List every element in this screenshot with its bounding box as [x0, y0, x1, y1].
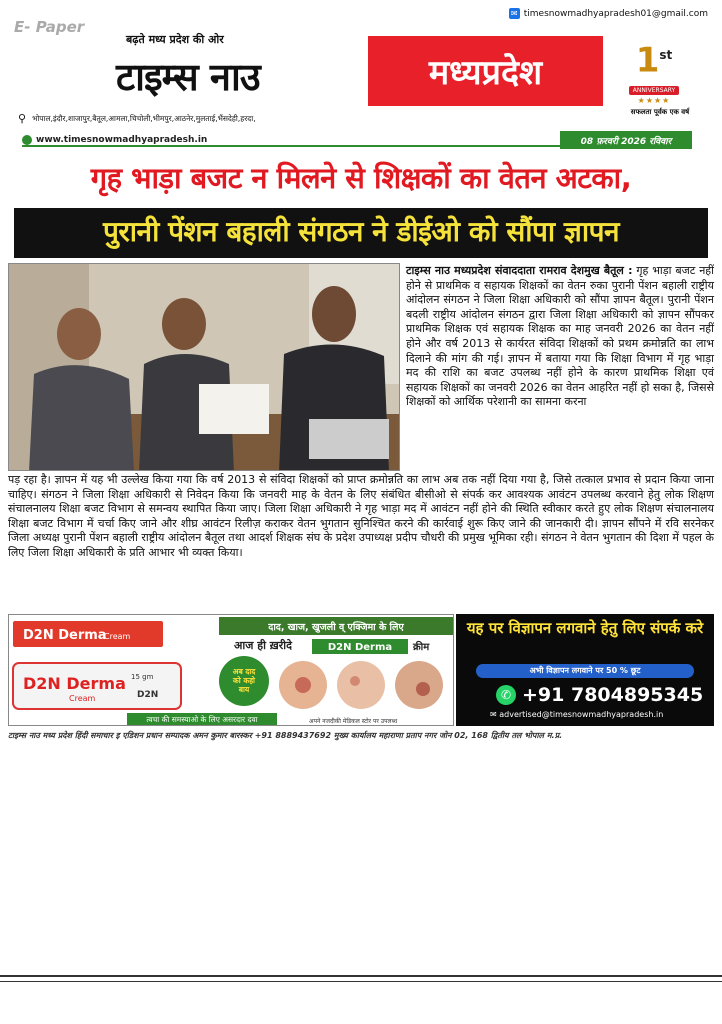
- badge-suffix: st: [659, 48, 673, 62]
- headline-primary: गृह भाड़ा बजट न मिलने से शिक्षकों का वेतन अटका,: [90, 161, 632, 195]
- whatsapp-icon: ✆: [496, 685, 516, 705]
- ad-headline: दाद, खाज, खुजली व् एक्जिमा के लिए: [268, 622, 404, 633]
- ad-bubble-text: अब दाद को कहो बाय: [232, 667, 256, 694]
- issue-date: 08 फ़रवरी 2026 रविवार: [560, 131, 692, 149]
- page-bottom-rule-thin: [0, 981, 722, 982]
- logo-left: टाइम्स नाउ: [116, 55, 260, 99]
- logo-right: मध्यप्रदेश: [368, 36, 603, 106]
- website-url: www.timesnowmadhyapradesh.in: [36, 135, 208, 145]
- skin-photo-2: [337, 661, 385, 709]
- globe-icon: [22, 135, 32, 145]
- page-bottom-rule: [0, 975, 722, 977]
- ad-brand-tube-sub: Cream: [69, 694, 96, 703]
- advertise-phone[interactable]: [496, 684, 703, 706]
- badge-number: 1st: [635, 40, 673, 81]
- headline-secondary: पुरानी पेंशन बहाली संगठन ने डीईओ को सौंपा ज्ञापन: [102, 215, 620, 248]
- ad-product-name: D2N Derma: [327, 642, 393, 653]
- article-body: पड़ रहा है। ज्ञापन में यह भी उल्लेख किया गया कि वर्ष 2013 से संविदा शिक्षकों को प्राप्त क्रमोन्नति का लाभ अब तक नहीं दिया गया है, जिसे तत्काल प्रभाव से प्रदान किया जाना चाहिए। संगठन ने जिला शिक्षा अधिकारी से निवेदन किया कि जनवरी माह के वेतन के लिए संबंधित बीसीओ से संपर्क कर आवश्यक आवंटन उपलब्ध करवाने हेतु लोक शिक्षण संचालनालय शिक्षा बजट विभाग से समन्वय स्थापित किया जाए। जिला शिक्षा अधिकारी ने गृह भाड़ा मद में आवंटन नहीं होने की स्थिति स्वीकार करते हुए लोक शिक्षण संचालनालय शिक्षा बजट विभाग में चर्चा किए जाने और शीघ्र आवंटन रिलीज़ कराकर वेतन भुगतान सुनिश्चित करने की कार्रवाई शुरू किए जाने की जानकारी दी। ज्ञापन सौंपने में रवि सरनेकर जिला अध्यक्ष पुरानी पेंशन बहाली राष्ट्रीय आंदोलन बैतूल तथा आदर्श शिक्षक संघ के प्रदेश उपाध्यक्ष प्रदीप चौधरी की प्रमुख भूमिका रही। संगठन ने वेतन भुगतान की दिशा में पहल के लिए जिला शिक्षा अधिकारी के प्रति आभार भी व्यक्त किया।: [8, 473, 714, 559]
- tube-weight: 15 gm: [131, 673, 154, 681]
- advertise-contact-box[interactable]: [456, 614, 714, 726]
- ad-store-text: अपने नजदीकी मेडिकल स्टोर पर उपलब्ध: [309, 718, 398, 725]
- article-byline: टाइम्स नाउ मध्यप्रदेश संवाददाता रामराव देशमुख बैतूल :: [406, 264, 633, 277]
- ad-brand-tube: D2N Derma: [23, 674, 126, 693]
- epaper-label: E- Paper: [14, 18, 85, 36]
- mail-icon: ✉: [509, 8, 520, 19]
- badge-word: ANNIVERSARY: [629, 86, 679, 95]
- ad-buy-today: आज ही ख़रीदे: [234, 639, 292, 652]
- tube-maker: D2N: [137, 690, 159, 700]
- mail-icon: ✉: [490, 710, 500, 719]
- website-link[interactable]: [22, 133, 442, 147]
- footer-imprint: टाइम्स नाउ मध्य प्रदेश हिंदी समाचार इ एडिशन प्रधान सम्पादक अमन कुमार बारस्कर +91 8889437692 मुख्य कार्यालय महाराणा प्रताप नगर जोन 02, 168 द्वितीय तल भोपाल म.प्र.: [8, 731, 563, 740]
- article-intro-text: गृह भाड़ा बजट नहीं होने से प्राथमिक व सहायक शिक्षकों का वेतन रुका पुरानी पेंशन बहाली राष्ट्रीय आंदोलन संगठन ने जिला शिक्षा अधिकारी को सौंपा ज्ञापन बैतूल। पुरानी पेंशन बदली राष्ट्रीय आंदोलन संगठन द्वारा जिला शिक्षा अधिकारी को ज्ञापन सौंपकर प्राथमिक शिक्षक एवं सहायक शिक्षक का माह जनवरी 2026 का वेतन नहीं होने और वर्ष 2013 से कार्यरत संविदा शिक्षकों को प्रथम क्रमोन्नति का लाभ दिलाने की मांग की गई। ज्ञापन में बताया गया कि शिक्षा विभाग में गृह भाड़ा मद की राशि का बजट उपलब्ध नहीं होने के कारण प्राथमिक शिक्षा एवं सहायक शिक्षकों का जनवरी 2026 का वेतन आहरित नहीं हो सका है, जिससे शिक्षकों को आर्थिक परेशानी का सामना करना: [406, 264, 714, 409]
- advertise-title: यह पर विज्ञापन लगवाने हेतु लिए संपर्क करे: [466, 619, 704, 637]
- city-list: [18, 112, 418, 125]
- news-photo-illustration: [9, 264, 400, 471]
- advertise-offer: अभी विज्ञापन लगवाने पर 50 % छूट: [476, 664, 694, 678]
- ad-brand-top-sub: Cream: [104, 632, 131, 641]
- advertise-email[interactable]: [490, 710, 663, 719]
- derma-advertisement[interactable]: [8, 614, 454, 726]
- advertise-phone-number: +91 7804895345: [522, 684, 704, 706]
- star-icons: ★★★★: [637, 96, 671, 106]
- city-list-text: भोपाल,इंदौर,शाजापुर,बैतूल,आमला,चिचोली,भीमपुर,आठनेर,मुलताई,भैंसदेही,हरदा,: [32, 113, 256, 123]
- ad-footer-text: त्वचा की समस्याओ के लिए असरदार दवा: [146, 715, 258, 724]
- contact-email-text: timesnowmadhyapradesh01@gmail.com: [523, 8, 708, 19]
- badge-tagline: सफलता पूर्वक एक वर्ष: [630, 108, 690, 116]
- location-pin-icon: ⚲: [18, 112, 27, 125]
- anniversary-badge: [620, 38, 688, 104]
- contact-email[interactable]: [509, 8, 708, 19]
- derma-ad-artwork: [9, 615, 454, 726]
- masthead-tagline: बढ़ते मध्य प्रदेश की ओर: [126, 33, 224, 46]
- advertise-email-text: advertised@timesnowmadhyapradesh.in: [499, 710, 664, 719]
- ad-cream-word: क्रीम: [413, 642, 430, 653]
- article-intro: [406, 264, 714, 410]
- ad-brand-top: D2N Derma: [23, 628, 107, 643]
- news-photo: [8, 263, 400, 471]
